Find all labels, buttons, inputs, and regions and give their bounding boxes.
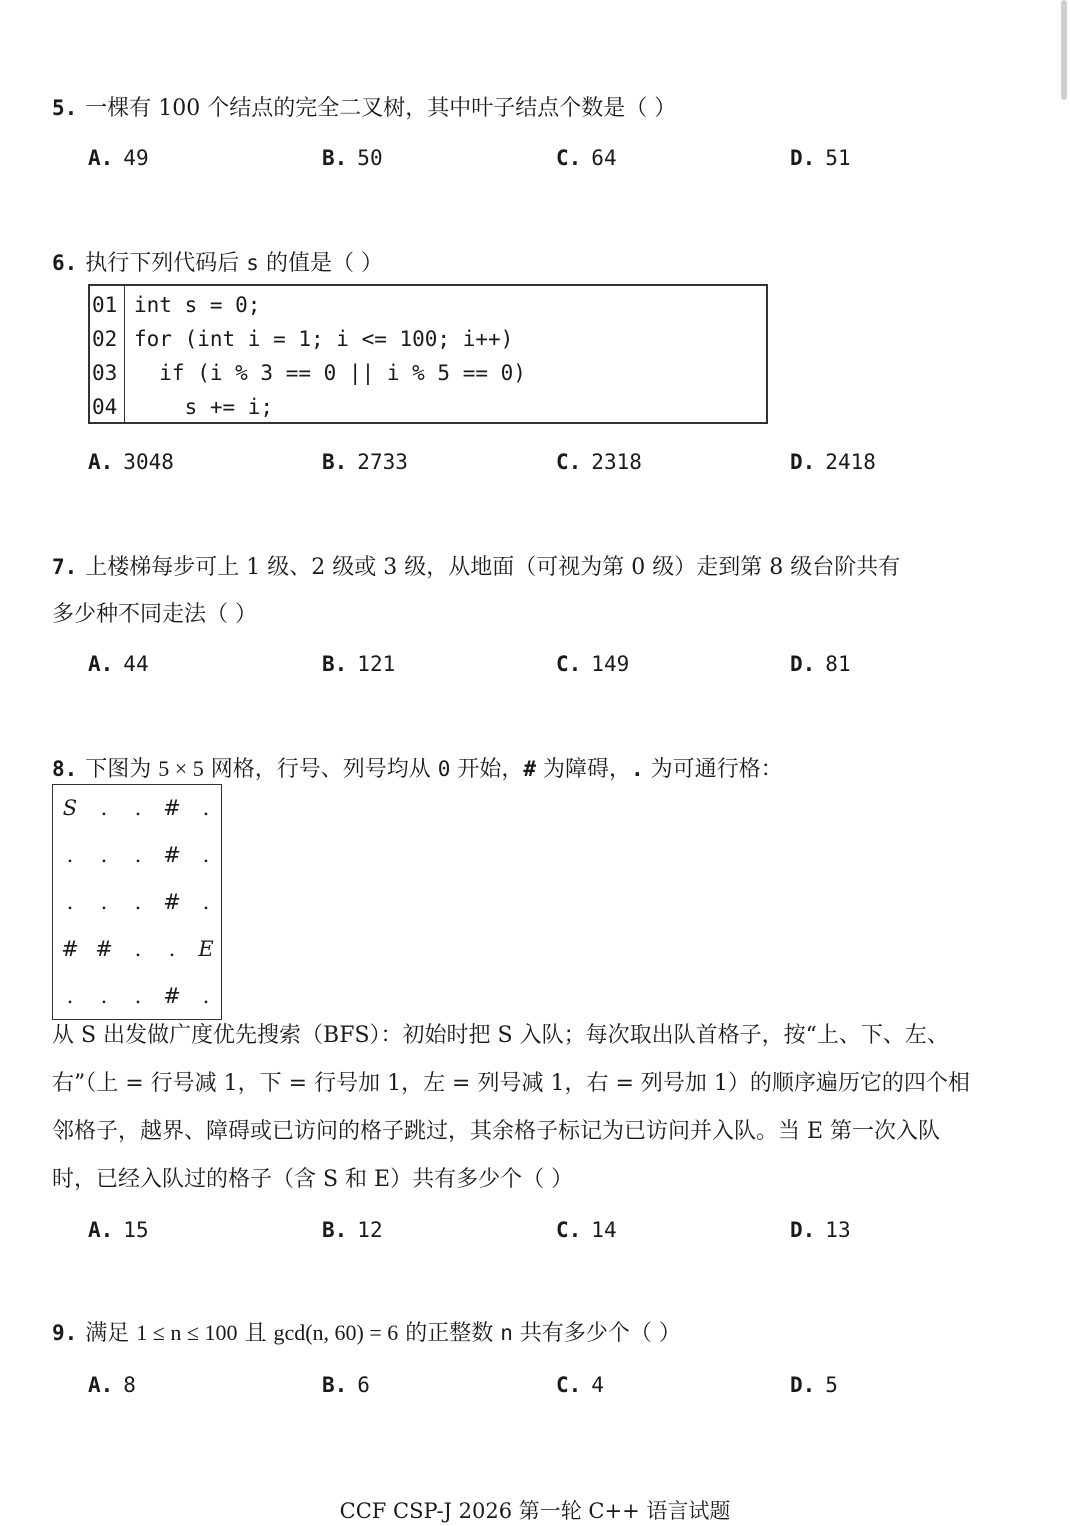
code-line: for (int i = 1; i <= 100; i++) (134, 327, 514, 351)
code-line: int s = 0; (134, 293, 261, 317)
question-number: 9. (52, 1321, 78, 1345)
question-5 (52, 93, 676, 124)
question-8: 8. 下图为 5 × 5 网格，行号、列号均从 0 开始，# 为障碍，. 为可通行格： (52, 756, 783, 782)
option-b[interactable]: B. 12 (322, 1218, 383, 1242)
grid-cell: . (168, 937, 176, 961)
option-d[interactable]: D. 13 (790, 1218, 851, 1242)
grid-cell-obstacle: # (95, 937, 113, 961)
grid-cell-end: E (198, 937, 214, 961)
grid-cell: . (100, 796, 108, 820)
grid-cell-start: S (62, 796, 78, 820)
line-number: 03 (92, 361, 118, 385)
option-c[interactable]: C. 14 (556, 1218, 617, 1242)
option-a[interactable]: A. 44 (88, 652, 149, 676)
grid-cell: . (202, 796, 210, 820)
question-8-options (88, 1215, 988, 1245)
question-5-options (88, 143, 988, 173)
grid-cell-obstacle: # (163, 984, 181, 1008)
paragraph-line: 时，已经入队过的格子（含 S 和 E）共有多少个（ ） (52, 1167, 574, 1192)
scrollbar-thumb[interactable] (1061, 0, 1067, 100)
option-b[interactable]: B. 2733 (322, 450, 408, 474)
grid-cell-obstacle: # (163, 796, 181, 820)
page-footer: CCF CSP-J 2026 第一轮 C++ 语言试题 (339, 1499, 731, 1523)
option-a[interactable]: A. 8 (88, 1373, 136, 1397)
grid-cell: . (134, 843, 142, 867)
grid-cell: . (66, 843, 74, 867)
grid-cell: . (134, 937, 142, 961)
grid-cell-obstacle: # (163, 843, 181, 867)
grid-cell: . (134, 984, 142, 1008)
paragraph-line: 从 S 出发做广度优先搜索（BFS）：初始时把 S 入队；每次取出队首格子，按“上、下、左、 (52, 1023, 949, 1048)
question-9: 9. 满足 1 ≤ n ≤ 100 且 gcd(n, 60) = 6 的正整数 n 共有多少个（ ） (52, 1320, 681, 1346)
grid-cell: . (202, 984, 210, 1008)
grid-cell: . (134, 890, 142, 914)
question-7 (52, 552, 900, 583)
line-number: 04 (92, 395, 118, 419)
option-b[interactable]: B. 50 (322, 146, 383, 170)
line-number: 01 (92, 293, 118, 317)
grid-cell: . (66, 890, 74, 914)
line-number: 02 (92, 327, 118, 351)
option-b[interactable]: B. 121 (322, 652, 396, 676)
question-number: 8. (52, 757, 78, 781)
question-text: 上楼梯每步可上 1 级、2 级或 3 级，从地面（可视为第 0 级）走到第 8 级台阶共有 (85, 555, 901, 580)
question-6-options (88, 447, 988, 477)
option-a[interactable]: A. 15 (88, 1218, 149, 1242)
option-c[interactable]: C. 4 (556, 1373, 604, 1397)
paragraph-line: 右”（上 = 行号减 1，下 = 行号加 1，左 = 列号减 1，右 = 列号加 1）的顺序遍历它的四个相 (52, 1071, 970, 1096)
question-7-line-2: 多少种不同走法（ ） (52, 602, 257, 627)
code-block (88, 284, 768, 424)
grid-cell: . (202, 890, 210, 914)
option-d[interactable]: D. 5 (790, 1373, 838, 1397)
question-number: 5. (52, 96, 78, 120)
question-6: 6. 执行下列代码后 s 的值是（ ） (52, 251, 383, 276)
option-c[interactable]: C. 2318 (556, 450, 642, 474)
grid-cell: . (202, 843, 210, 867)
option-a[interactable]: A. 49 (88, 146, 149, 170)
option-b[interactable]: B. 6 (322, 1373, 370, 1397)
question-7-options (88, 649, 988, 679)
code-line-numbers (90, 286, 125, 422)
option-d[interactable]: D. 51 (790, 146, 851, 170)
code-line: s += i; (134, 395, 274, 419)
grid-cell: . (100, 984, 108, 1008)
grid-cell-obstacle: # (61, 937, 79, 961)
grid-cell: . (66, 984, 74, 1008)
option-d[interactable]: D. 2418 (790, 450, 876, 474)
code-line: if (i % 3 == 0 || i % 5 == 0) (134, 361, 526, 385)
question-number: 7. (52, 555, 78, 579)
grid-cell: . (100, 843, 108, 867)
question-9-options (88, 1370, 988, 1400)
grid-cell: . (134, 796, 142, 820)
paragraph-line: 邻格子，越界、障碍或已访问的格子跳过，其余格子标记为已访问并入队。当 E 第一次入队 (52, 1119, 941, 1144)
question-number: 6. (52, 251, 78, 275)
option-a[interactable]: A. 3048 (88, 450, 174, 474)
question-8-description (52, 1012, 1012, 1204)
scrollbar[interactable] (1058, 0, 1070, 100)
grid-cell-obstacle: # (163, 890, 181, 914)
option-c[interactable]: C. 149 (556, 652, 630, 676)
question-text: 一棵有 100 个结点的完全二叉树，其中叶子结点个数是（ ） (85, 96, 677, 121)
grid-cell: . (100, 890, 108, 914)
option-c[interactable]: C. 64 (556, 146, 617, 170)
option-d[interactable]: D. 81 (790, 652, 851, 676)
maze-grid (52, 784, 222, 1020)
